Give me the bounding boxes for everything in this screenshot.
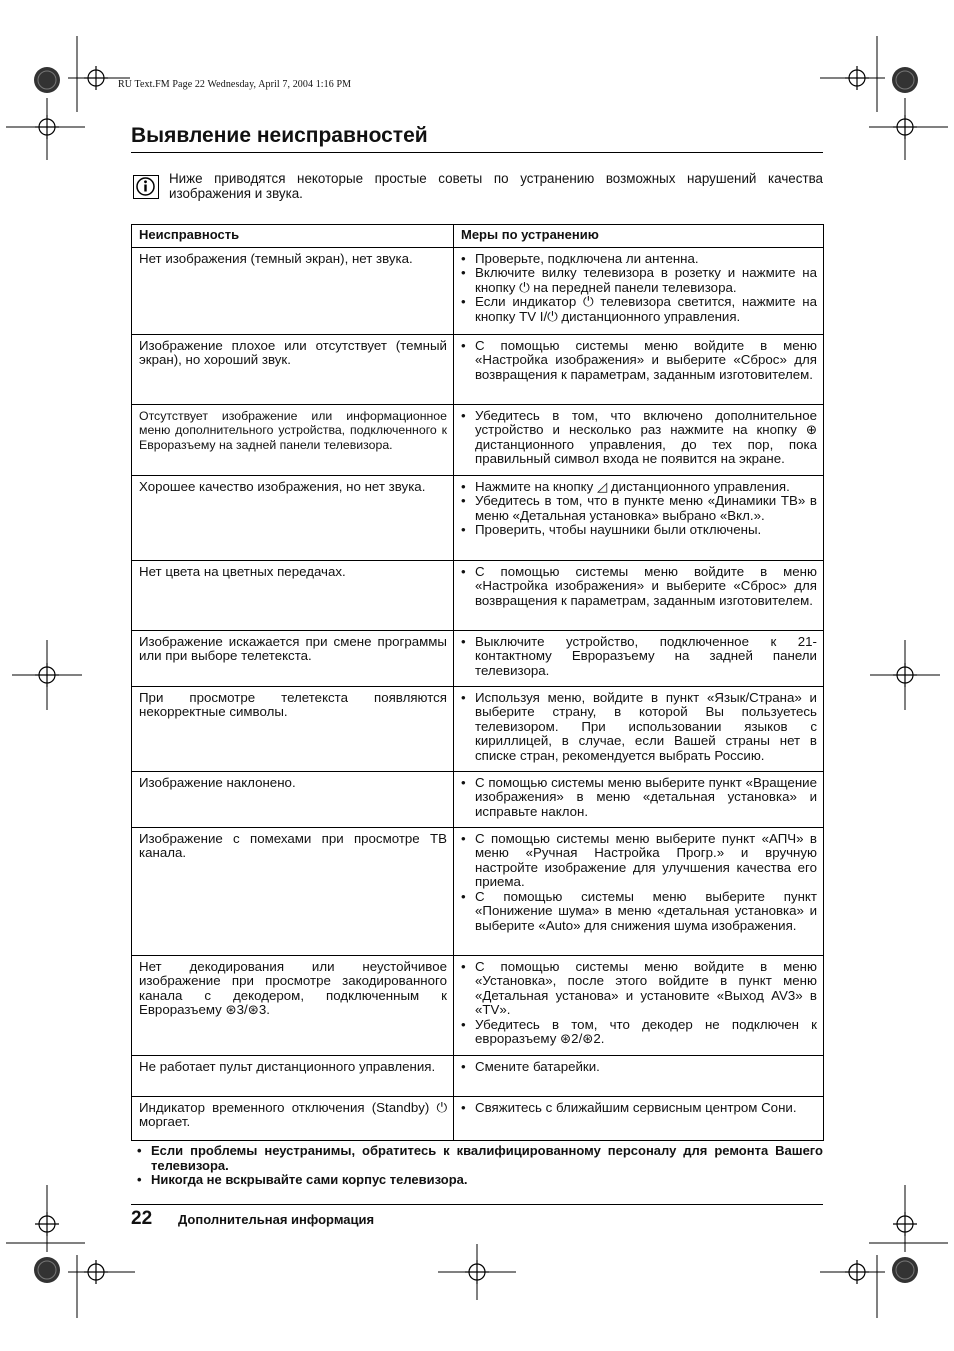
problem-cell: Индикатор временного отключения (Standby) ⏻ моргает. (132, 1096, 454, 1140)
table-row (132, 1096, 824, 1140)
problem-cell: Отсутствует изображение или информационное меню дополнительного устройства, подключенного к Евроразъему на задней панели телевизора. (132, 404, 454, 475)
remedy-item: • Используя меню, войдите в пункт «Язык/Страна» и выберите страну, в которой Вы пользуетесь телевизором. При использовании языков с кириллицей, в случае, если Вашей страны нет в списке стран, рекомендуется выбрать Россию. (461, 691, 817, 764)
remedy-item: • Выключите устройство, подключенное к 21-контактному Евроразъему на задней панели телевизора. (461, 635, 817, 679)
remedy-item: • Проверьте, подключена ли антенна. (461, 252, 817, 267)
problem-cell: Не работает пульт дистанционного управления. (132, 1055, 454, 1096)
remedy-cell (454, 686, 824, 771)
problem-cell: Изображение плохое или отсутствует (темный экран), но хороший звук. (132, 334, 454, 404)
remedy-cell (454, 630, 824, 686)
remedy-item: • Проверить, чтобы наушники были отключены. (461, 523, 817, 538)
remedy-cell (454, 560, 824, 630)
remedy-cell (454, 771, 824, 827)
table-row (132, 1055, 824, 1096)
remedy-item: • С помощью системы меню выберите пункт «АПЧ» в меню «Ручная Настройка Прогр.» и вручную настройте изображение для улучшения качества его приема. (461, 832, 817, 890)
table-row (132, 827, 824, 955)
remedy-list (461, 339, 817, 383)
remedy-item: • Смените батарейки. (461, 1060, 817, 1075)
table-row (132, 560, 824, 630)
remedy-list (461, 1060, 817, 1075)
page-title: Выявление неисправностей (131, 124, 428, 147)
problem-cell: Изображение искажается при смене программы или при выборе телетекста. (132, 630, 454, 686)
note-item: • Если проблемы неустранимы, обратитесь к квалифицированному персоналу для ремонта Вашего телевизора. (131, 1144, 823, 1173)
remedy-list (461, 252, 817, 325)
remedy-list (461, 691, 817, 764)
info-icon (133, 175, 159, 199)
table-row (132, 955, 824, 1055)
remedy-cell (454, 1096, 824, 1140)
remedy-list (461, 635, 817, 679)
intro-text: Ниже приводятся некоторые простые советы по устранению возможных нарушений качества изображения и звука. (169, 171, 823, 201)
remedy-item: • Убедитесь в том, что декодер не подключен к евроразъему ⊛2/⊛2. (461, 1018, 817, 1047)
column-header-problem: Неисправность (132, 225, 454, 248)
remedy-list (461, 565, 817, 609)
remedy-cell (454, 827, 824, 955)
remedy-item: • С помощью системы меню выберите пункт «Понижение шума» в меню «детальная установка» и выберите «Auto» для снижения шума изображения. (461, 890, 817, 934)
table-header-row (132, 225, 824, 248)
problem-cell: Нет декодирования или неустойчивое изображение при просмотре закодированного канала с декодером, подключенным к Евроразъему ⊛3/⊛3. (132, 955, 454, 1055)
problem-cell: Хорошее качество изображения, но нет звука. (132, 475, 454, 560)
problem-cell: Нет изображения (темный экран), нет звука. (132, 247, 454, 334)
remedy-list (461, 832, 817, 934)
remedy-item: • Убедитесь в том, что включено дополнительное устройство и несколько раз нажмите на кнопку ⊕ дистанционного управления, до тех пор, пока правильный символ входа не появится на экране. (461, 409, 817, 467)
column-header-remedy: Меры по устранению (454, 225, 824, 248)
table-row (132, 404, 824, 475)
table-row (132, 334, 824, 404)
remedy-list (461, 409, 817, 467)
page-number: 22 (131, 1208, 153, 1229)
problem-cell: При просмотре телетекста появляются некорректные символы. (132, 686, 454, 771)
remedy-item: • Убедитесь в том, что в пункте меню «Динамики ТВ» в меню «Детальная установка» выбрано «Вкл.». (461, 494, 817, 523)
remedy-item: • С помощью системы меню войдите в меню «Установка», после этого войдите в пункт меню «Детальная установа» и установите «Выход AV3» в «TV». (461, 960, 817, 1018)
remedy-item: • С помощью системы меню войдите в меню «Настройка изображения» и выберите «Сброс» для возвращения к параметрам, заданным изготовителем. (461, 565, 817, 609)
table-row (132, 247, 824, 334)
remedy-cell (454, 475, 824, 560)
note-item: • Никогда не вскрывайте сами корпус телевизора. (131, 1173, 823, 1188)
remedy-item: • С помощью системы меню выберите пункт «Вращение изображения» в меню «детальная установка» и исправьте наклон. (461, 776, 817, 820)
table-row (132, 686, 824, 771)
remedy-cell (454, 404, 824, 475)
table-row (132, 630, 824, 686)
remedy-list (461, 480, 817, 538)
warning-notes (131, 1144, 823, 1188)
remedy-list (461, 1101, 817, 1116)
remedy-item: • С помощью системы меню войдите в меню «Настройка изображения» и выберите «Сброс» для возвращения к параметрам, заданным изготовителем. (461, 339, 817, 383)
footer-divider (131, 1204, 823, 1205)
problem-cell: Нет цвета на цветных передачах. (132, 560, 454, 630)
problem-cell: Изображение с помехами при просмотре ТВ канала. (132, 827, 454, 955)
title-divider (131, 152, 823, 153)
table-row (132, 771, 824, 827)
problem-cell: Изображение наклонено. (132, 771, 454, 827)
table-row (132, 475, 824, 560)
file-info-header: RU Text.FM Page 22 Wednesday, April 7, 2004 1:16 PM (118, 79, 352, 90)
remedy-item: • Нажмите на кнопку ◿ дистанционного управления. (461, 480, 817, 495)
remedy-item: • Если индикатор ⏻ телевизора светится, нажмите на кнопку TV I/⏻ дистанционного управления. (461, 295, 817, 324)
remedy-cell (454, 334, 824, 404)
remedy-cell (454, 247, 824, 334)
remedy-list (461, 960, 817, 1047)
remedy-cell (454, 1055, 824, 1096)
troubleshooting-table (131, 224, 824, 1141)
remedy-item: • Включите вилку телевизора в розетку и нажмите на кнопку ⏻ на передней панели телевизора. (461, 266, 817, 295)
remedy-list (461, 776, 817, 820)
remedy-item: • Свяжитесь с ближайшим сервисным центром Сони. (461, 1101, 817, 1116)
section-label: Дополнительная информация (178, 1212, 375, 1227)
remedy-cell (454, 955, 824, 1055)
